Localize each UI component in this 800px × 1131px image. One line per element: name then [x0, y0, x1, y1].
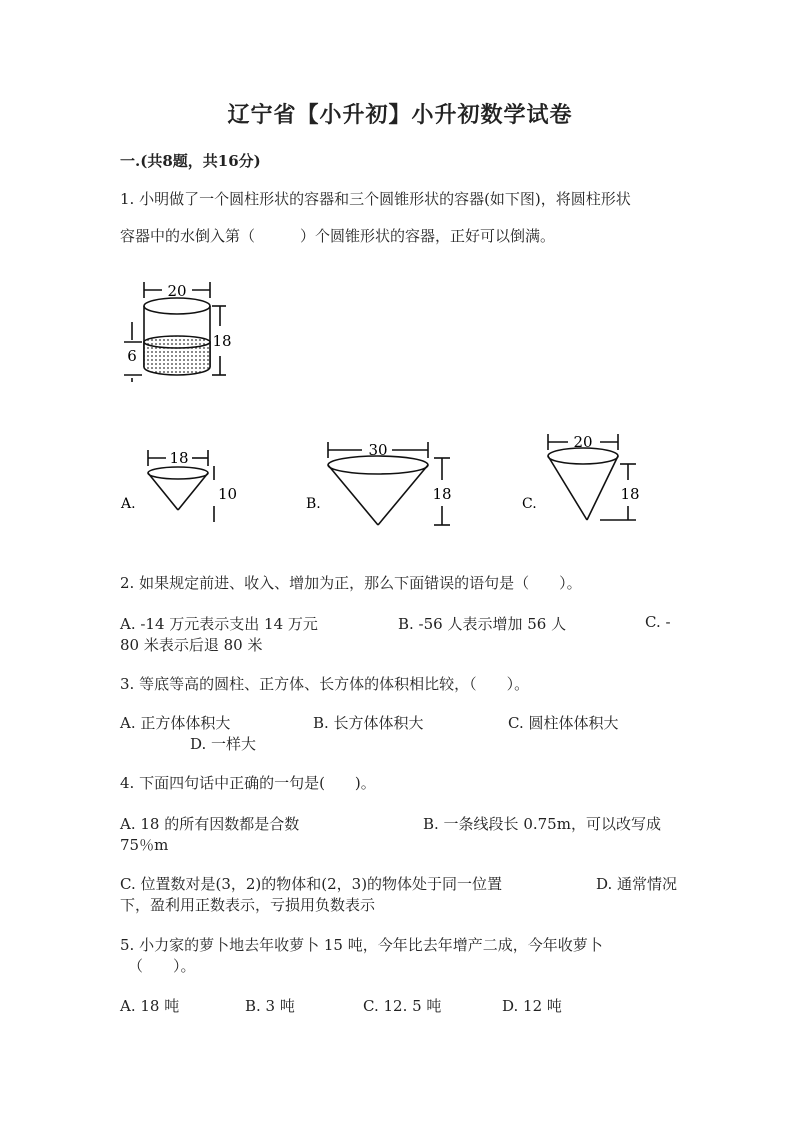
q1-line2: 容器中的水倒入第（ ）个圆锥形状的容器，正好可以倒满。: [120, 227, 556, 245]
q1-line1: 1. 小明做了一个圆柱形状的容器和三个圆锥形状的容器(如下图)，将圆柱形状: [120, 190, 631, 208]
q3-option-c: C. 圆柱体体积大: [508, 714, 619, 732]
cone-c-height-label: 18: [620, 485, 640, 503]
cone-b-diameter-label: 30: [368, 441, 388, 459]
q2-stem: 2. 如果规定前进、收入、增加为正，那么下面错误的语句是（ ）。: [120, 574, 582, 592]
q3-option-a: A. 正方体体积大: [120, 714, 231, 732]
cone-b-height-label: 18: [432, 485, 452, 503]
q4-option-d-continued: 下，盈利用正数表示，亏损用负数表示: [120, 896, 376, 914]
cone-c-letter: C.: [522, 496, 537, 512]
cylinder-diameter-label: 20: [167, 282, 187, 300]
q4-option-a: A. 18 的所有因数都是合数: [120, 815, 300, 833]
q5-option-a: A. 18 吨: [120, 997, 180, 1015]
cone-c-diameter-label: 20: [573, 433, 593, 451]
q2-option-a: A. -14 万元表示支出 14 万元: [120, 615, 318, 633]
q2-option-c: C. -: [645, 613, 671, 631]
q1-figure: [110, 270, 670, 540]
cylinder-water-label: 6: [127, 347, 137, 365]
cone-a-height-label: 10: [218, 485, 238, 503]
q2-option-c-continued: 80 米表示后退 80 米: [120, 636, 263, 654]
q4-option-b: B. 一条线段长 0.75m，可以改写成: [423, 815, 661, 833]
q5-option-c: C. 12. 5 吨: [363, 997, 442, 1015]
q3-option-d: D. 一样大: [190, 735, 257, 753]
cylinder-height-label: 18: [212, 332, 232, 350]
cone-a-diameter-label: 18: [169, 449, 189, 467]
page-title: 辽宁省【小升初】小升初数学试卷: [227, 102, 573, 128]
cone-a-letter: A.: [121, 496, 136, 512]
q4-option-b-continued: 75％m: [120, 836, 169, 854]
q5-line1: 5. 小力家的萝卜地去年收萝卜 15 吨，今年比去年增产二成，今年收萝卜: [120, 936, 603, 954]
cone-b-letter: B.: [306, 496, 321, 512]
q5-option-b: B. 3 吨: [245, 997, 295, 1015]
q2-option-b: B. -56 人表示增加 56 人: [398, 615, 567, 633]
section-header: 一.(共8题，共16分): [120, 152, 261, 170]
q5-option-d: D. 12 吨: [502, 997, 562, 1015]
q4-stem: 4. 下面四句话中正确的一句是( )。: [120, 774, 376, 792]
q4-option-d: D. 通常情况: [596, 875, 678, 893]
q3-stem: 3. 等底等高的圆柱、正方体、长方体的体积相比较，（ ）。: [120, 675, 530, 693]
q4-option-c: C. 位置数对是(3，2)的物体和(2，3)的物体处于同一位置: [120, 875, 503, 893]
q3-option-b: B. 长方体体积大: [313, 714, 424, 732]
cone-b-diagram: [328, 442, 450, 525]
q5-line2: （ ）。: [128, 957, 196, 975]
